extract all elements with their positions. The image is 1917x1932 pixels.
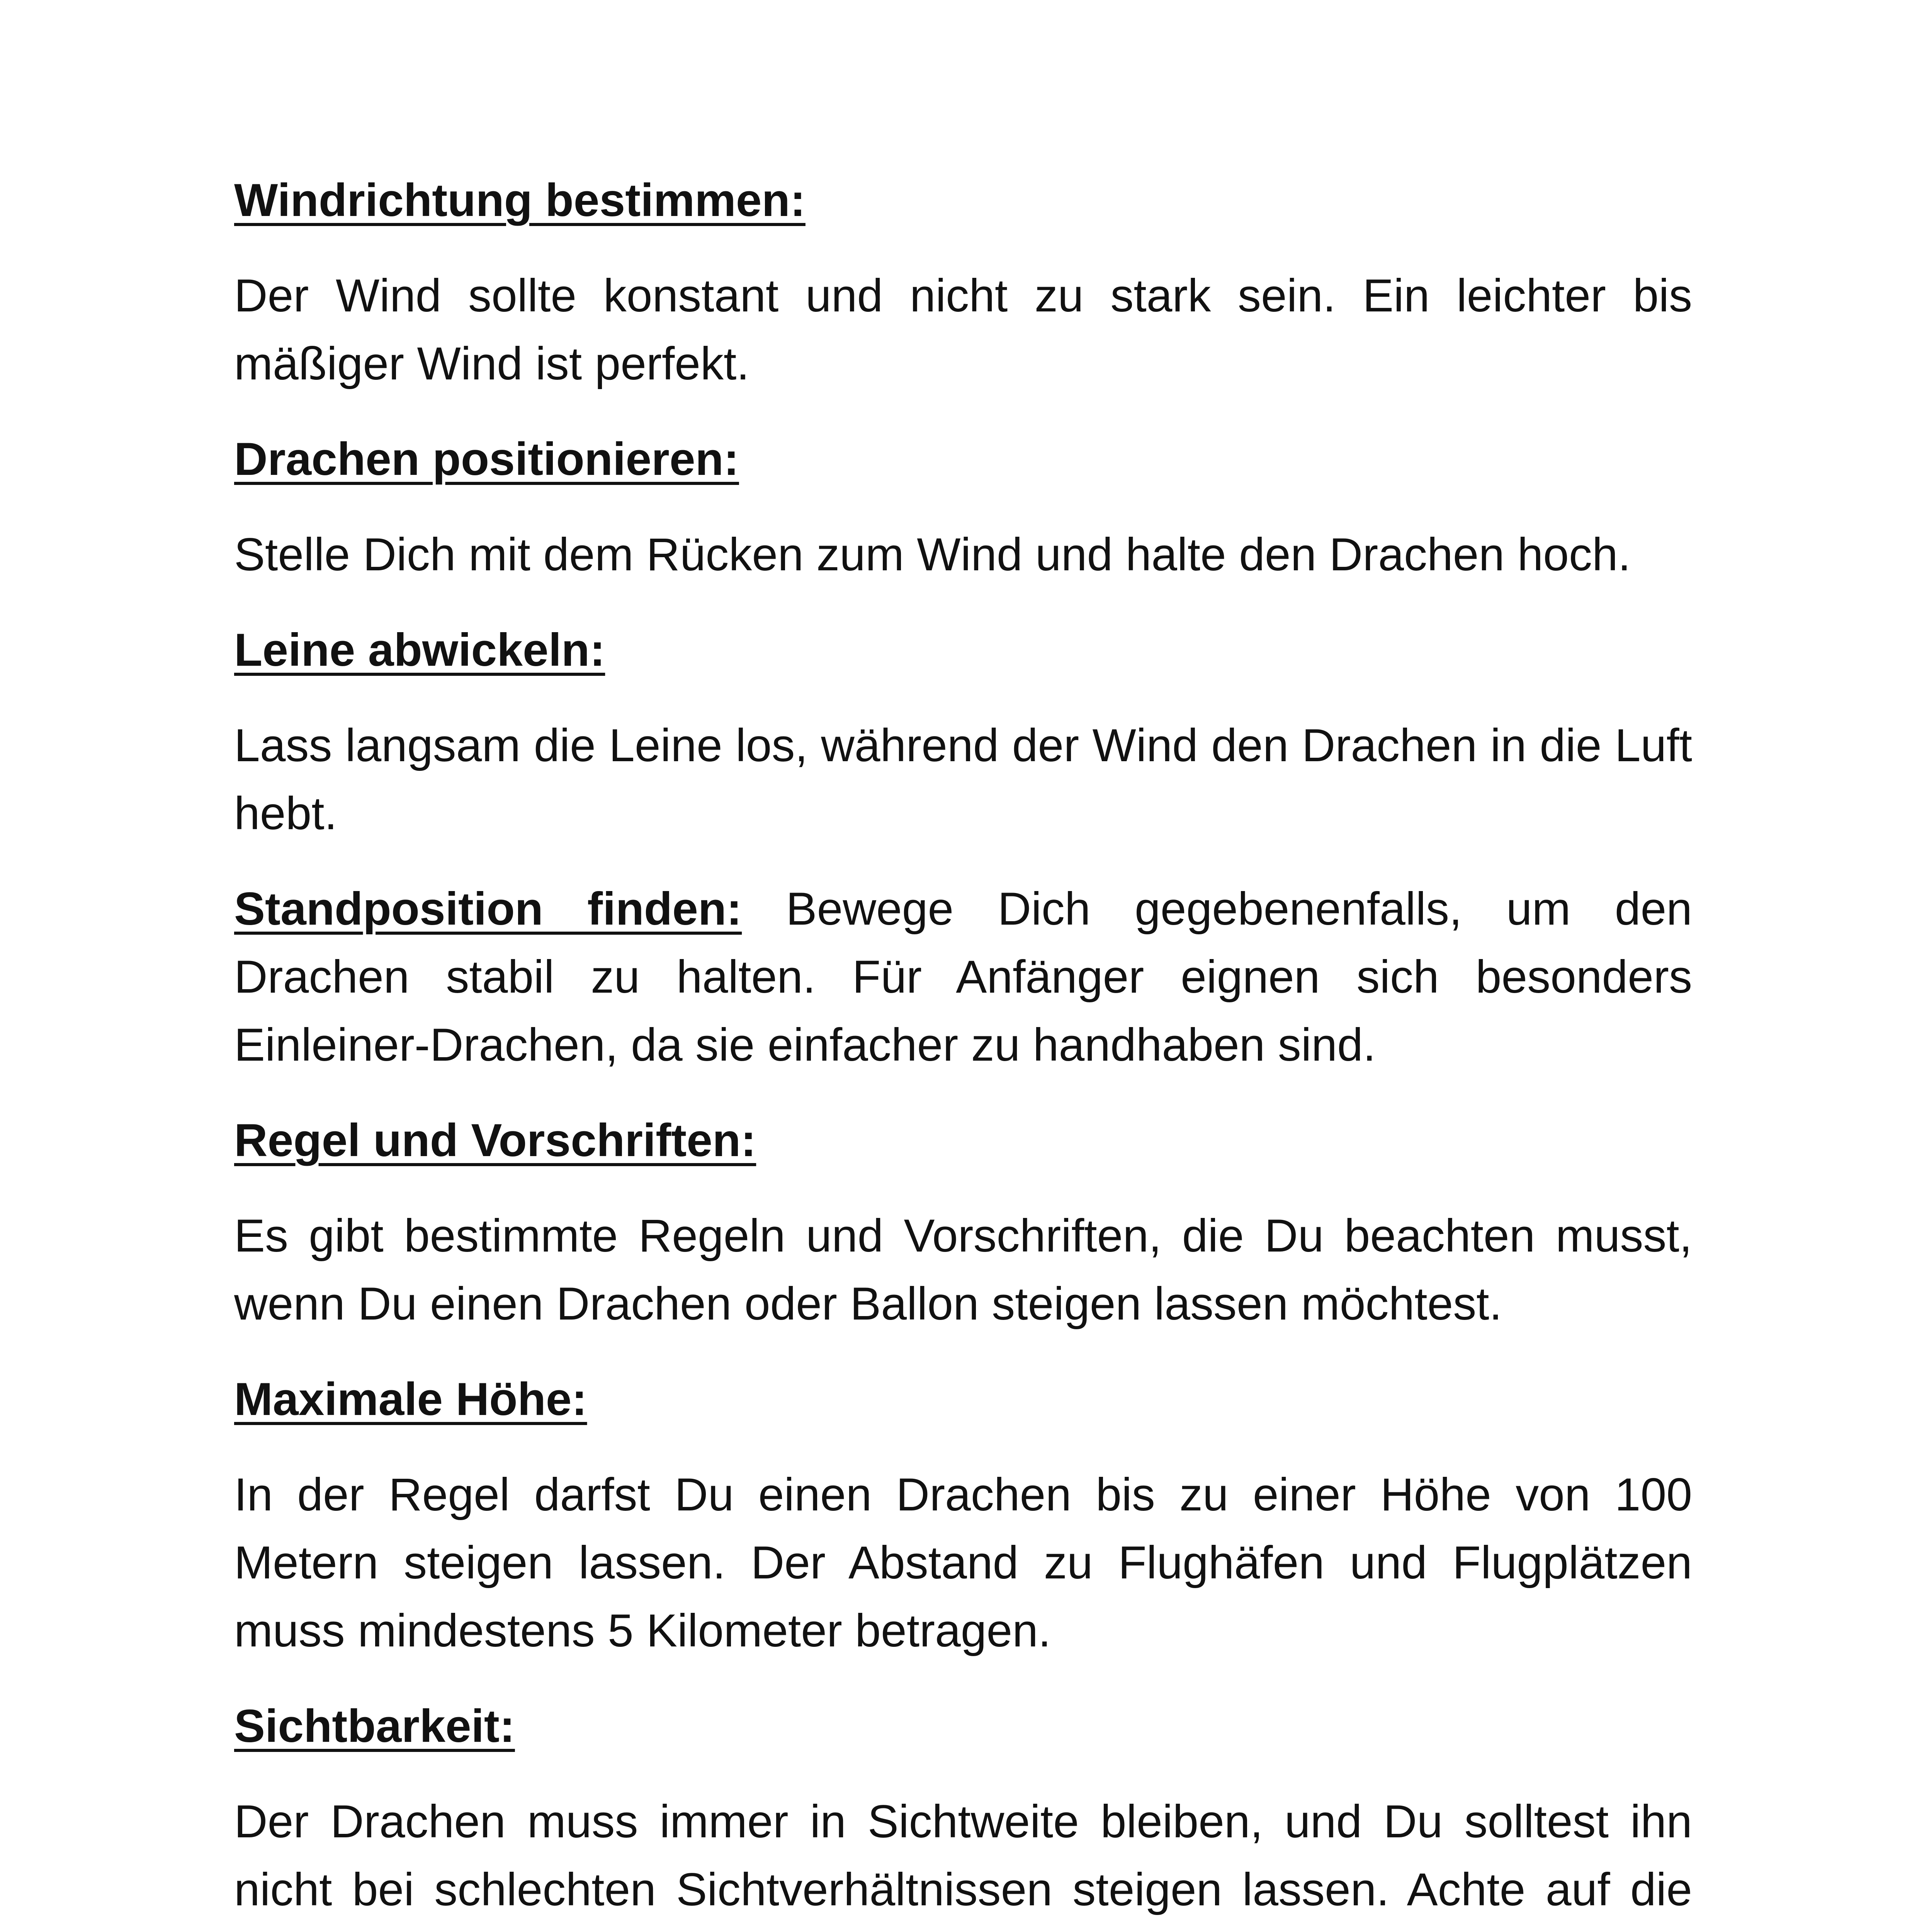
page-content: [234, 166, 1692, 1932]
paragraph-regel-vorschriften: Es gibt bestimmte Regeln und Vorschriften, die Du beachten musst, wenn Du einen Drachen oder Ballon steigen lassen möchtest.: [234, 1210, 1692, 1330]
heading-regel-vorschriften: [234, 1106, 1692, 1174]
inline-heading-standposition: Standposition finden:: [234, 883, 742, 935]
heading-text: Maximale Höhe:: [234, 1373, 587, 1425]
heading-text: Windrichtung bestimmen:: [234, 174, 806, 226]
paragraph-drachen-positionieren: Stelle Dich mit dem Rücken zum Wind und halte den Drachen hoch.: [234, 529, 1631, 580]
paragraph-leine-abwickeln: Lass langsam die Leine los, während der Wind den Drachen in die Luft hebt.: [234, 719, 1692, 839]
paragraph-standposition: [234, 875, 1692, 1079]
paragraph-sichtbarkeit: Der Drachen muss immer in Sichtweite bleiben, und Du solltest ihn nicht bei schlechten Sichtverhältnissen steigen lassen. Achte auf die: [234, 1796, 1692, 1915]
heading-windrichtung: [234, 166, 1692, 234]
heading-text: Sichtbarkeit:: [234, 1700, 515, 1752]
heading-text: Drachen positionieren:: [234, 433, 739, 485]
paragraph-windrichtung: Der Wind sollte konstant und nicht zu stark sein. Ein leichter bis mäßiger Wind ist perfekt.: [234, 270, 1692, 389]
paragraph-standposition-text: Bewege Dich gegebenenfalls, um den Drachen stabil zu halten. Für Anfänger eignen sich besonders Einleiner-Drachen, da sie einfacher zu handhaben sind.: [234, 883, 1692, 1071]
heading-maximale-hoehe: [234, 1365, 1692, 1433]
heading-text: Regel und Vorschriften:: [234, 1114, 756, 1166]
heading-leine-abwickeln: [234, 616, 1692, 684]
heading-text: Leine abwickeln:: [234, 624, 605, 676]
paragraph-maximale-hoehe: In der Regel darfst Du einen Drachen bis zu einer Höhe von 100 Metern steigen lassen. Der Abstand zu Flughäfen und Flugplätzen muss mindestens 5 Kilometer betragen.: [234, 1469, 1692, 1656]
heading-drachen-positionieren: [234, 425, 1692, 493]
heading-sichtbarkeit: [234, 1692, 1692, 1760]
